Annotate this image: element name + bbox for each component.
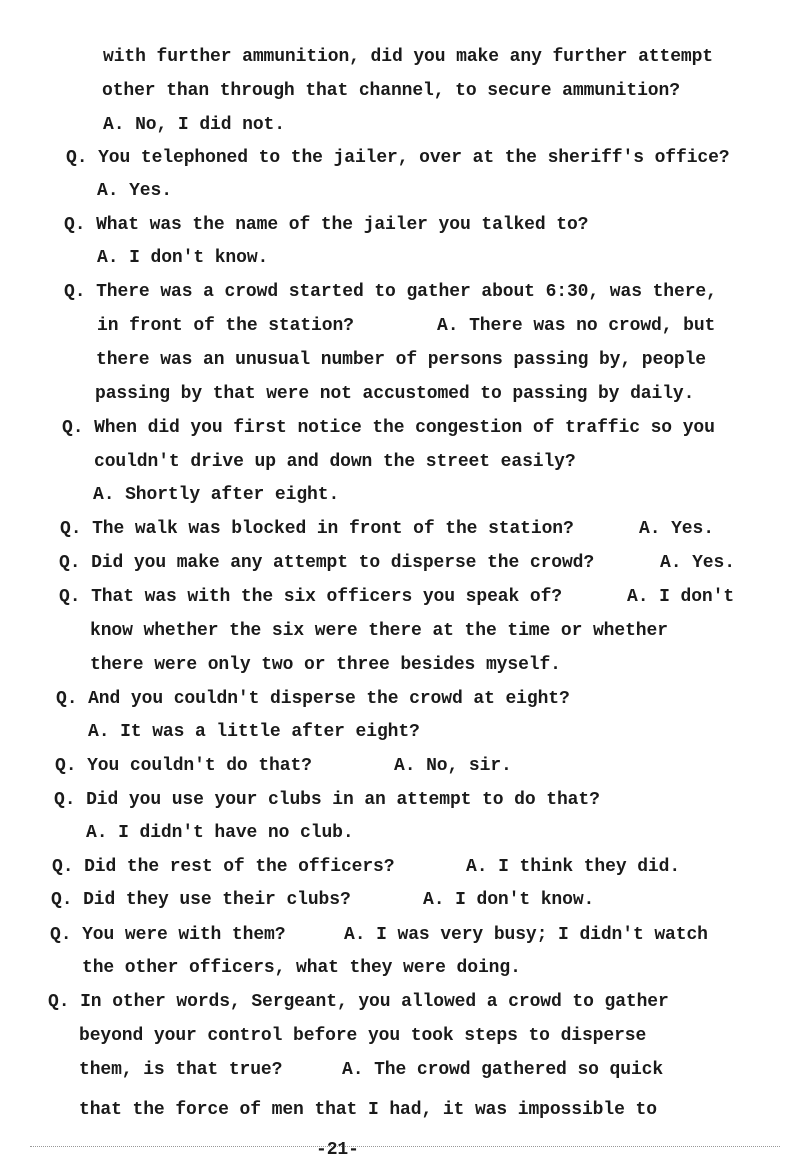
answer-line: A. I didn't have no club. (86, 823, 354, 843)
text-line: there were only two or three besides myself. (90, 655, 561, 675)
text-line: that the force of men that I had, it was impossible to (79, 1100, 657, 1120)
answer-text: A. I don't know. (423, 890, 595, 910)
text-line: there was an unusual number of persons passing by, people (96, 350, 707, 370)
question-line: Q. In other words, Sergeant, you allowed a crowd to gather (48, 992, 669, 1012)
question-line: Q. You were with them? (50, 925, 286, 945)
answer-line: A. I don't know. (97, 248, 269, 268)
text-line: in front of the station? (97, 316, 354, 336)
text-line: the other officers, what they were doing. (82, 958, 521, 978)
question-line: Q. When did you first notice the congestion of traffic so you (62, 418, 715, 438)
answer-line: A. No, I did not. (103, 115, 285, 135)
question-line: Q. That was with the six officers you speak of? (59, 587, 562, 607)
answer-text: A. I was very busy; I didn't watch (344, 925, 708, 945)
answer-text: A. Yes. (639, 519, 714, 539)
text-line: passing by that were not accustomed to passing by daily. (95, 384, 695, 404)
question-line: Q. Did the rest of the officers? (52, 857, 395, 877)
answer-text: A. Yes. (660, 553, 735, 573)
answer-text: A. The crowd gathered so quick (342, 1060, 664, 1080)
answer-line: A. Yes. (97, 181, 172, 201)
question-line: Q. Did you make any attempt to disperse the crowd? (59, 553, 595, 573)
text-line: know whether the six were there at the time or whether (90, 621, 668, 641)
question-line: Q. What was the name of the jailer you talked to? (64, 215, 589, 235)
text-line: other than through that channel, to secure ammunition? (102, 81, 680, 101)
footer-divider (30, 1146, 780, 1147)
page-number: -21- (316, 1140, 359, 1160)
question-line: Q. You couldn't do that? (55, 756, 312, 776)
question-line: Q. Did you use your clubs in an attempt to do that? (54, 790, 600, 810)
text-line: couldn't drive up and down the street easily? (94, 452, 576, 472)
question-line: Q. You telephoned to the jailer, over at the sheriff's office? (66, 148, 730, 168)
question-line: Q. The walk was blocked in front of the station? (60, 519, 574, 539)
text-line: beyond your control before you took steps to disperse (79, 1026, 647, 1046)
answer-text: A. No, sir. (394, 756, 512, 776)
question-line: Q. There was a crowd started to gather about 6:30, was there, (64, 282, 717, 302)
text-line: them, is that true? (79, 1060, 283, 1080)
question-line: Q. Did they use their clubs? (51, 890, 351, 910)
answer-text: A. I don't (627, 587, 735, 607)
answer-line: A. Shortly after eight. (93, 485, 340, 505)
answer-text: A. There was no crowd, but (437, 316, 716, 336)
answer-text: A. I think they did. (466, 857, 681, 877)
question-line: Q. And you couldn't disperse the crowd at eight? (56, 689, 570, 709)
text-line: with further ammunition, did you make any further attempt (103, 47, 714, 67)
answer-line: A. It was a little after eight? (88, 722, 420, 742)
